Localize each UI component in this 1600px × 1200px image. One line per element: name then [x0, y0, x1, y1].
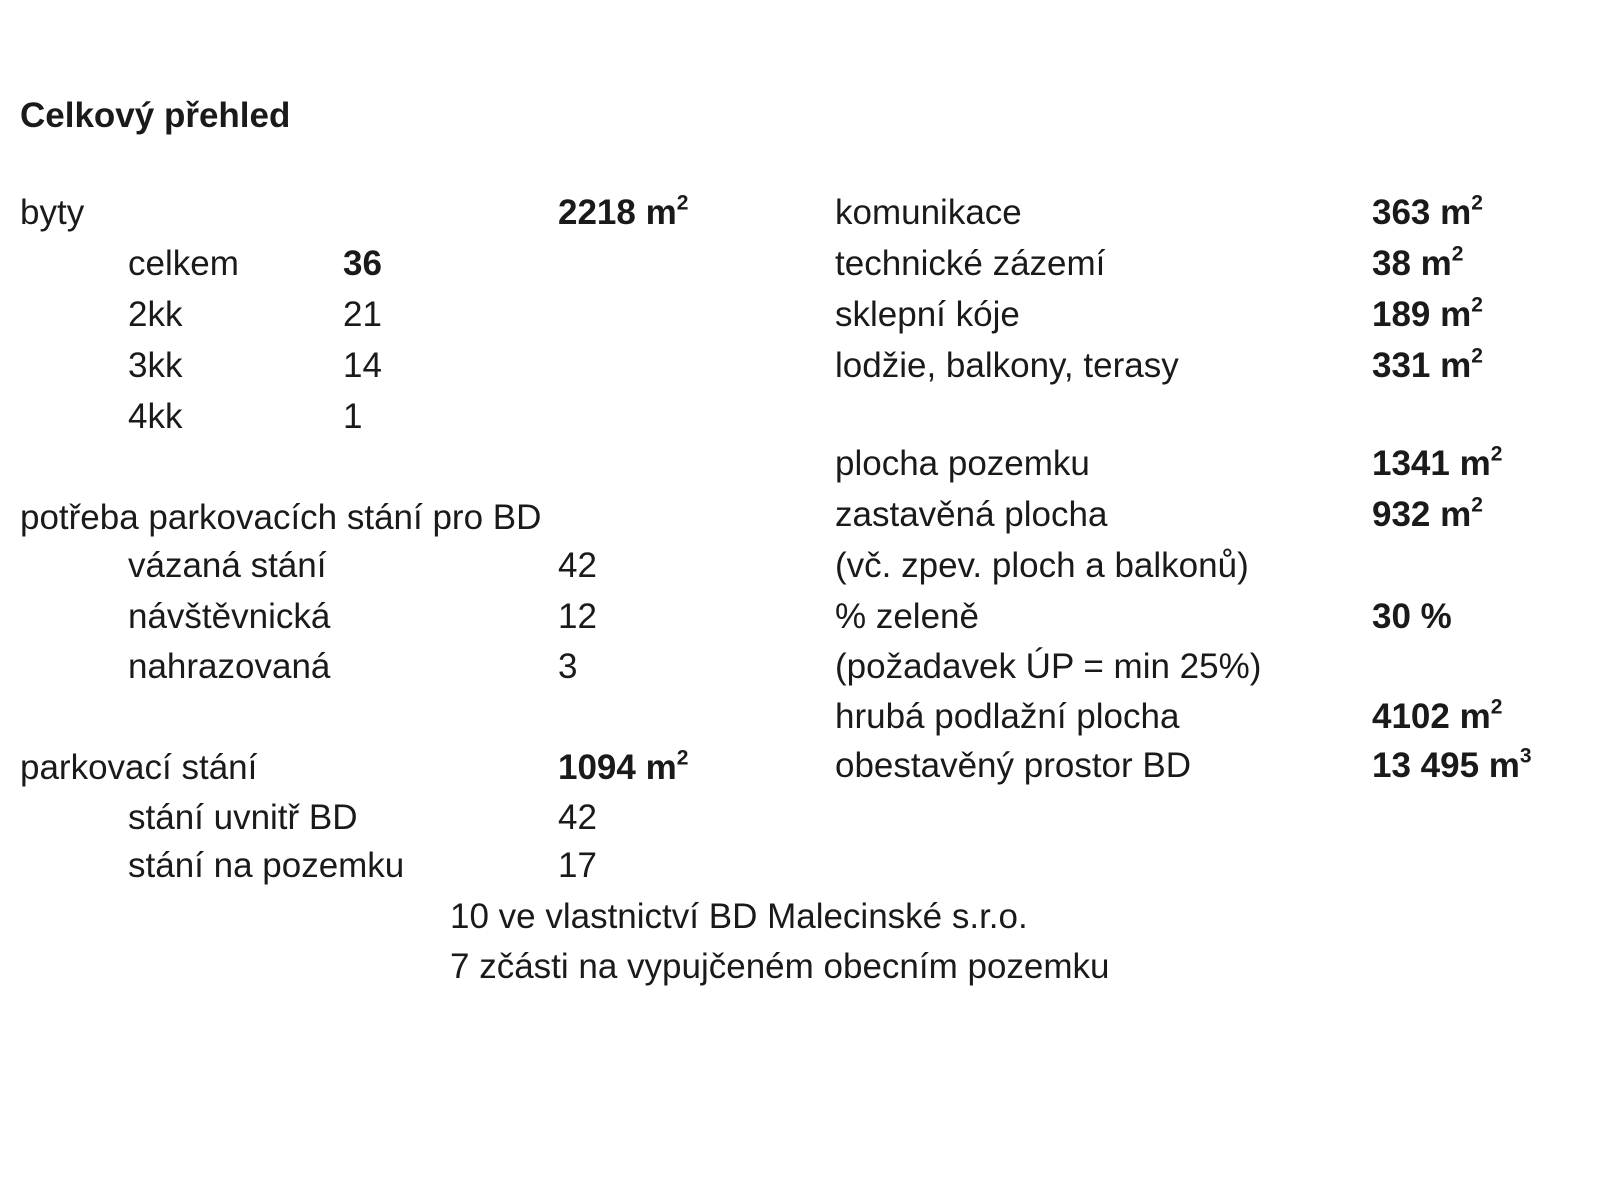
- parking-row-value: 42: [558, 798, 597, 837]
- parking-row-value: 17: [558, 846, 597, 885]
- right-value: 1341 $m^2$: [1372, 442, 1503, 483]
- right-value: 38 $m^2$: [1372, 242, 1464, 283]
- parking-need-row-value: 3: [558, 647, 578, 686]
- right-label: zastavěná plocha: [835, 495, 1108, 534]
- byty-label: byty: [20, 193, 85, 232]
- right-label: (požadavek ÚP = min 25%): [835, 647, 1262, 686]
- parking-row-label: stání uvnitř BD: [128, 798, 358, 837]
- right-label: % zeleně: [835, 597, 979, 636]
- parking-note: 7 zčásti na vypujčeném obecním pozemku: [450, 947, 1110, 986]
- right-value: 189 $m^2$: [1372, 293, 1483, 334]
- parking-need-label: potřeba parkovacích stání pro BD: [20, 498, 542, 537]
- byty-row-value: 14: [343, 346, 382, 385]
- right-value: 932 $m^2$: [1372, 493, 1483, 534]
- right-value: 13 495 $m^3$: [1372, 744, 1532, 785]
- right-label: hrubá podlažní plocha: [835, 697, 1180, 736]
- right-label: technické zázemí: [835, 244, 1106, 283]
- parking-need-row-label: nahrazovaná: [128, 647, 331, 686]
- byty-row-value: 36: [343, 244, 382, 283]
- byty-area: 2218 $m^2$: [558, 191, 689, 232]
- parking-need-row-value: 12: [558, 597, 597, 636]
- right-value: 363 $m^2$: [1372, 191, 1483, 232]
- right-label: plocha pozemku: [835, 444, 1090, 483]
- byty-row-value: 21: [343, 295, 382, 334]
- parking-need-row-value: 42: [558, 546, 597, 585]
- byty-row-value: 1: [343, 397, 363, 436]
- parking-label: parkovací stání: [20, 748, 258, 787]
- right-label: obestavěný prostor BD: [835, 746, 1192, 785]
- parking-row-label: stání na pozemku: [128, 846, 405, 885]
- right-label: sklepní kóje: [835, 295, 1020, 334]
- parking-area: 1094 $m^2$: [558, 746, 689, 787]
- right-label: lodžie, balkony, terasy: [835, 346, 1179, 385]
- right-value: 4102 $m^2$: [1372, 695, 1503, 736]
- byty-row-label: celkem: [128, 244, 239, 283]
- byty-row-label: 2kk: [128, 295, 183, 334]
- right-label: komunikace: [835, 193, 1022, 232]
- right-value: 331 $m^2$: [1372, 344, 1483, 385]
- right-value: 30 %: [1372, 597, 1452, 636]
- parking-need-row-label: vázaná stání: [128, 546, 327, 585]
- parking-need-row-label: návštěvnická: [128, 597, 331, 636]
- right-label: (vč. zpev. ploch a balkonů): [835, 546, 1249, 585]
- page-title: Celkový přehled: [20, 96, 291, 135]
- parking-note: 10 ve vlastnictví BD Malecinské s.r.o.: [450, 897, 1028, 936]
- byty-row-label: 4kk: [128, 397, 183, 436]
- byty-row-label: 3kk: [128, 346, 183, 385]
